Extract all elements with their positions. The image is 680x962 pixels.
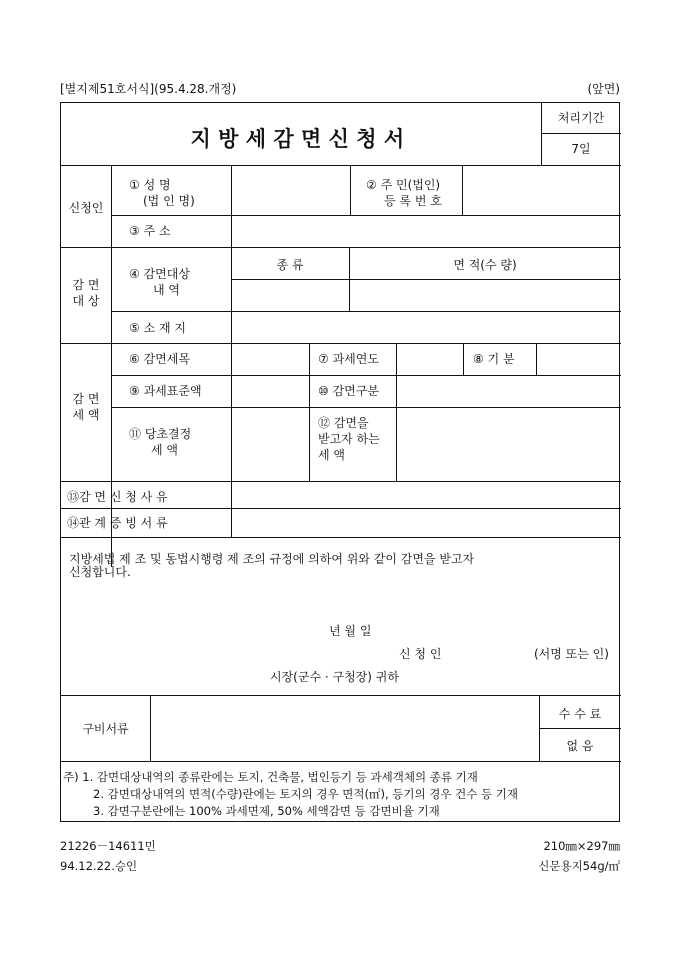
requested-tax-label-3: 세 액	[318, 448, 345, 462]
name-label: ① 성 명	[129, 178, 171, 192]
applicant-sign-label: 신 청 인	[399, 647, 442, 661]
address-label: ③ 주 소	[129, 224, 171, 238]
form-number: [별지제51호서식](95.4.28.개정)	[60, 82, 237, 96]
processing-period-label: 처리기간	[557, 111, 605, 125]
page-side-label: (앞면)	[587, 82, 620, 96]
period-label: ⑧ 기 분	[473, 352, 515, 366]
name-label-corp: (법 인 명)	[143, 194, 195, 208]
note-1: 주) 1. 감면대상내역의 종류란에는 토지, 건축물, 법인등기 등 과세객체의 종류 기재	[63, 770, 478, 784]
requested-tax-label: ⑫ 감면을	[318, 416, 369, 430]
form-title: 지방세감면신청서	[190, 126, 412, 151]
target-area-field[interactable]	[350, 280, 620, 311]
note-2: 2. 감면대상내역의 면적(수량)란에는 토지의 경우 면적(㎡), 등기의 경우 건수 등 기재	[93, 787, 519, 801]
tax-item-label: ⑥ 감면세목	[129, 352, 190, 366]
type-column-header: 종 류	[276, 258, 304, 272]
initial-tax-field[interactable]	[232, 408, 309, 481]
tax-item-field[interactable]	[232, 344, 309, 375]
paper-spec: 신문용지54g/㎡	[538, 859, 620, 873]
processing-period-value: 7일	[571, 142, 591, 156]
required-documents-field[interactable]	[151, 696, 539, 761]
registration-number-label: ② 주 민(법인)	[366, 178, 441, 192]
evidence-field[interactable]	[232, 509, 620, 537]
application-date: 년 월 일	[329, 624, 372, 638]
tax-year-field[interactable]	[397, 344, 463, 375]
name-field[interactable]	[232, 166, 350, 215]
paper-size: 210㎜×297㎜	[543, 839, 620, 853]
target-detail-label-2: 내 역	[153, 283, 180, 297]
declaration-text-2: 신청합니다.	[69, 565, 131, 579]
application-form	[60, 102, 620, 822]
tax-section-label-2: 세 액	[72, 408, 100, 422]
exemption-category-label: ⑩ 감면구분	[318, 384, 379, 398]
form-code: 21226－14611민	[60, 839, 156, 853]
target-section-label: 감 면	[72, 278, 100, 292]
note-3: 3. 감면구분란에는 100% 과세면제, 50% 세액감면 등 감면비율 기재	[93, 804, 440, 818]
evidence-label: ⑭관 계 증 빙 서 류	[67, 516, 168, 530]
tax-year-label: ⑦ 과세연도	[318, 352, 379, 366]
reason-label: ⑬감 면 신 청 사 유	[67, 490, 168, 504]
approval-date: 94.12.22.승인	[60, 859, 138, 873]
initial-tax-label: ⑪ 당초결정	[129, 427, 192, 441]
target-section-label-2: 대 상	[72, 294, 100, 308]
location-field[interactable]	[232, 312, 620, 343]
location-label: ⑤ 소 재 지	[129, 321, 186, 335]
target-detail-label: ④ 감면대상	[129, 267, 190, 281]
reason-field[interactable]	[232, 482, 620, 508]
registration-number-label-2: 등 록 번 호	[384, 194, 442, 208]
area-column-header: 면 적(수 량)	[453, 258, 517, 272]
requested-tax-field[interactable]	[397, 408, 620, 481]
tax-standard-field[interactable]	[232, 376, 309, 407]
applicant-section-label: 신청인	[68, 201, 104, 215]
fee-value: 없 음	[566, 739, 594, 753]
signature-label: (서명 또는 인)	[534, 647, 609, 661]
address-field[interactable]	[232, 216, 620, 247]
addressee: 시장(군수 · 구청장) 귀하	[270, 670, 399, 684]
tax-standard-label: ⑨ 과세표준액	[129, 384, 202, 398]
exemption-category-field[interactable]	[397, 376, 620, 407]
required-documents-label: 구비서류	[82, 722, 129, 736]
requested-tax-label-2: 받고자 하는	[318, 432, 380, 446]
declaration-text: 지방세법 제 조 및 동법시행령 제 조의 규정에 의하여 위와 같이 감면을 받고자	[69, 552, 475, 566]
registration-number-field[interactable]	[463, 166, 620, 215]
target-type-field[interactable]	[232, 280, 348, 311]
period-field[interactable]	[537, 344, 620, 375]
fee-label: 수 수 료	[558, 707, 602, 721]
initial-tax-label-2: 세 액	[151, 443, 178, 457]
tax-section-label: 감 면	[72, 392, 100, 406]
